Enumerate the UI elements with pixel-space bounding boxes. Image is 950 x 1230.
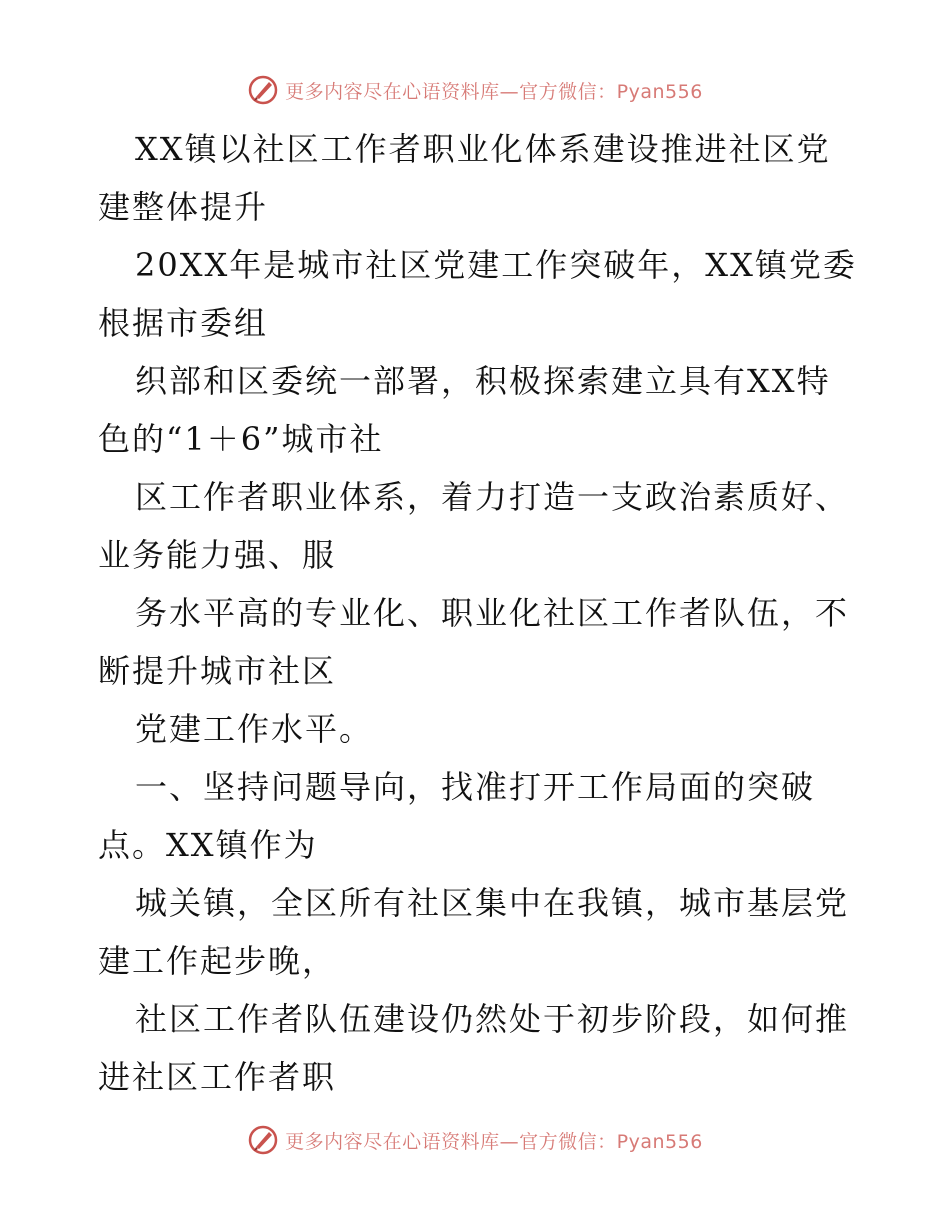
paragraph-line: 业务能力强、服 [98, 536, 337, 574]
paragraph-line: 建工作起步晚， [98, 942, 337, 980]
title-line-1: XX镇以社区工作者职业化体系建设推进社区党 [135, 130, 831, 168]
paragraph-line: 社区工作者队伍建设仍然处于初步阶段，如何推 [135, 1000, 850, 1038]
paragraph-line: 点。XX镇作为 [98, 826, 318, 864]
quill-pen-logo-icon [247, 1124, 279, 1156]
paragraph-line: 织部和区委统一部署，积极探索建立具有XX特 [135, 362, 831, 400]
watermark-text: 更多内容尽在心语资料库—官方微信：Pyan556 [285, 80, 703, 103]
document-body [98, 120, 858, 1106]
paragraph-line: 20XX年是城市社区党建工作突破年，XX镇党委 [135, 246, 857, 284]
header-watermark [0, 70, 950, 110]
paragraph-line: 根据市委组 [98, 304, 269, 342]
paragraph-line: 党建工作水平。 [135, 710, 374, 748]
title-line-2: 建整体提升 [98, 188, 269, 226]
paragraph-line: 务水平高的专业化、职业化社区工作者队伍，不 [135, 594, 850, 632]
paragraph-line: 色的“1＋6”城市社 [98, 420, 384, 458]
paragraph-line: 断提升城市社区 [98, 652, 337, 690]
paragraph-line: 区工作者职业体系，着力打造一支政治素质好、 [135, 478, 850, 516]
quill-pen-logo-icon [247, 74, 279, 106]
paragraph-line: 进社区工作者职 [98, 1058, 337, 1096]
watermark-text: 更多内容尽在心语资料库—官方微信：Pyan556 [285, 1130, 703, 1153]
footer-watermark [0, 1120, 950, 1160]
paragraph-line: 城关镇，全区所有社区集中在我镇，城市基层党 [135, 884, 850, 922]
section-heading-line: 一、坚持问题导向，找准打开工作局面的突破 [135, 768, 816, 806]
